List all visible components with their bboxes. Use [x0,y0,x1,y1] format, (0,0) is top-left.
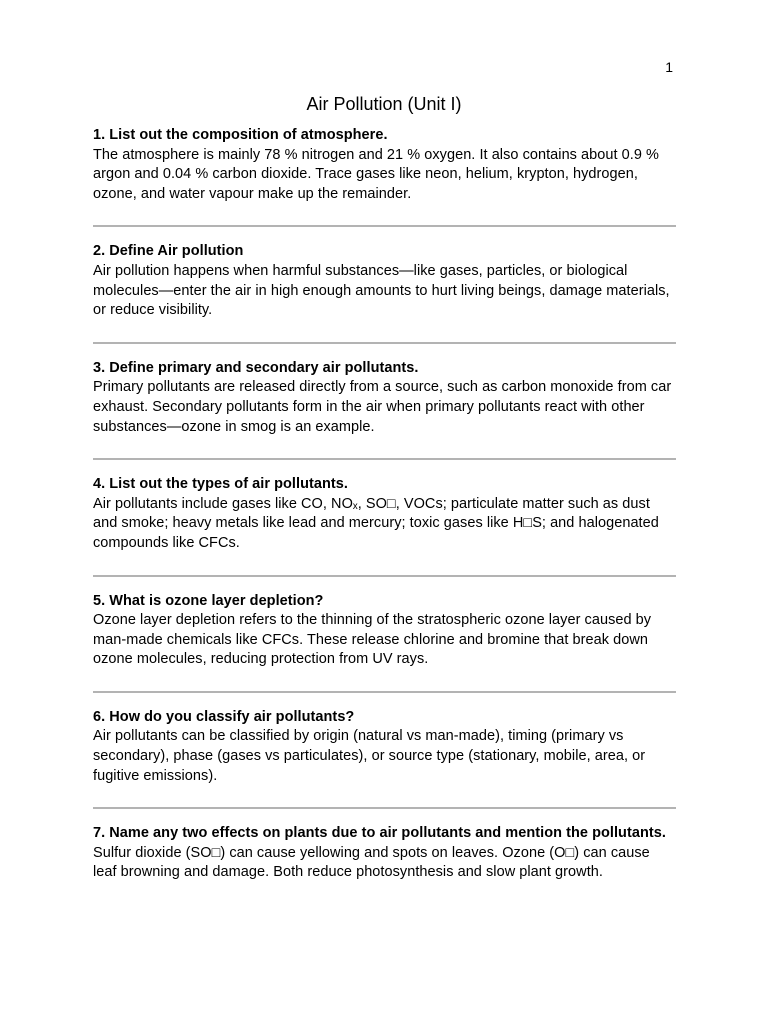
question-1: 1. List out the composition of atmosphere. [93,127,388,143]
answer-4: Air pollutants include gases like CO, NOₓ, SO□, VOCs; particulate matter such as dust and smoke; heavy metals like lead and mercury; toxic gases like H□S; and halogenated compounds like CFCs. [93,495,659,551]
page-title: Air Pollution (Unit I) [306,94,462,114]
page-number: 1 [665,59,673,75]
question-7: 7. Name any two effects on plants due to air pollutants and mention the pollutants. [93,825,666,842]
question-4: 4. List out the types of air pollutants. [93,476,348,493]
answer-7: Sulfur dioxide (SO□) can cause yellowing and spots on leaves. Ozone (O□) can cause leaf browning and damage. Both reduce photosynthesis and slow plant growth. [93,844,650,881]
qa-item-3 [93,359,676,437]
section-divider [93,691,676,693]
answer-2: Air pollution happens when harmful substances—like gases, particles, or biological molecules—enter the air in high enough amounts to hurt living beings, damage materials, or reduce visibility. [93,262,670,319]
qa-item-6 [93,708,676,786]
answer-5: Ozone layer depletion refers to the thinning of the stratospheric ozone layer caused by man-made chemicals like CFCs. These release chlorine and bromine that break down ozone molecules, reducing protection from UV rays. [93,612,652,668]
question-3: 3. Define primary and secondary air pollutants. [93,359,419,376]
qa-item-7 [93,824,676,883]
qa-item-5 [93,592,676,670]
section-divider [93,225,676,227]
question-6: 6. How do you classify air pollutants? [93,708,355,725]
question-5: 5. What is ozone layer depletion? [93,592,324,609]
answer-3: Primary pollutants are released directly from a source, such as carbon monoxide from car exhaust. Secondary pollutants form in the air when primary pollutants react with other substances—ozone in smog is an example. [93,379,672,435]
answer-1: The atmosphere is mainly 78 % nitrogen and 21 % oxygen. It also contains about 0.9 % argon and 0.04 % carbon dioxide. Trace gases like neon, helium, krypton, hydrogen, ozone, and water vapour make up the remainder. [93,146,660,202]
qa-list [93,126,676,883]
qa-item-1 [93,126,676,204]
section-divider [93,807,676,809]
question-2: 2. Define Air pollution [93,243,244,260]
qa-item-2 [93,242,676,320]
section-divider [93,575,676,577]
section-divider [93,342,676,344]
section-divider [93,458,676,460]
answer-6: Air pollutants can be classified by origin (natural vs man-made), timing (primary vs secondary), phase (gases vs particulates), or source type (stationary, mobile, area, or fugitive emissions). [93,728,646,784]
qa-item-4 [93,475,676,553]
